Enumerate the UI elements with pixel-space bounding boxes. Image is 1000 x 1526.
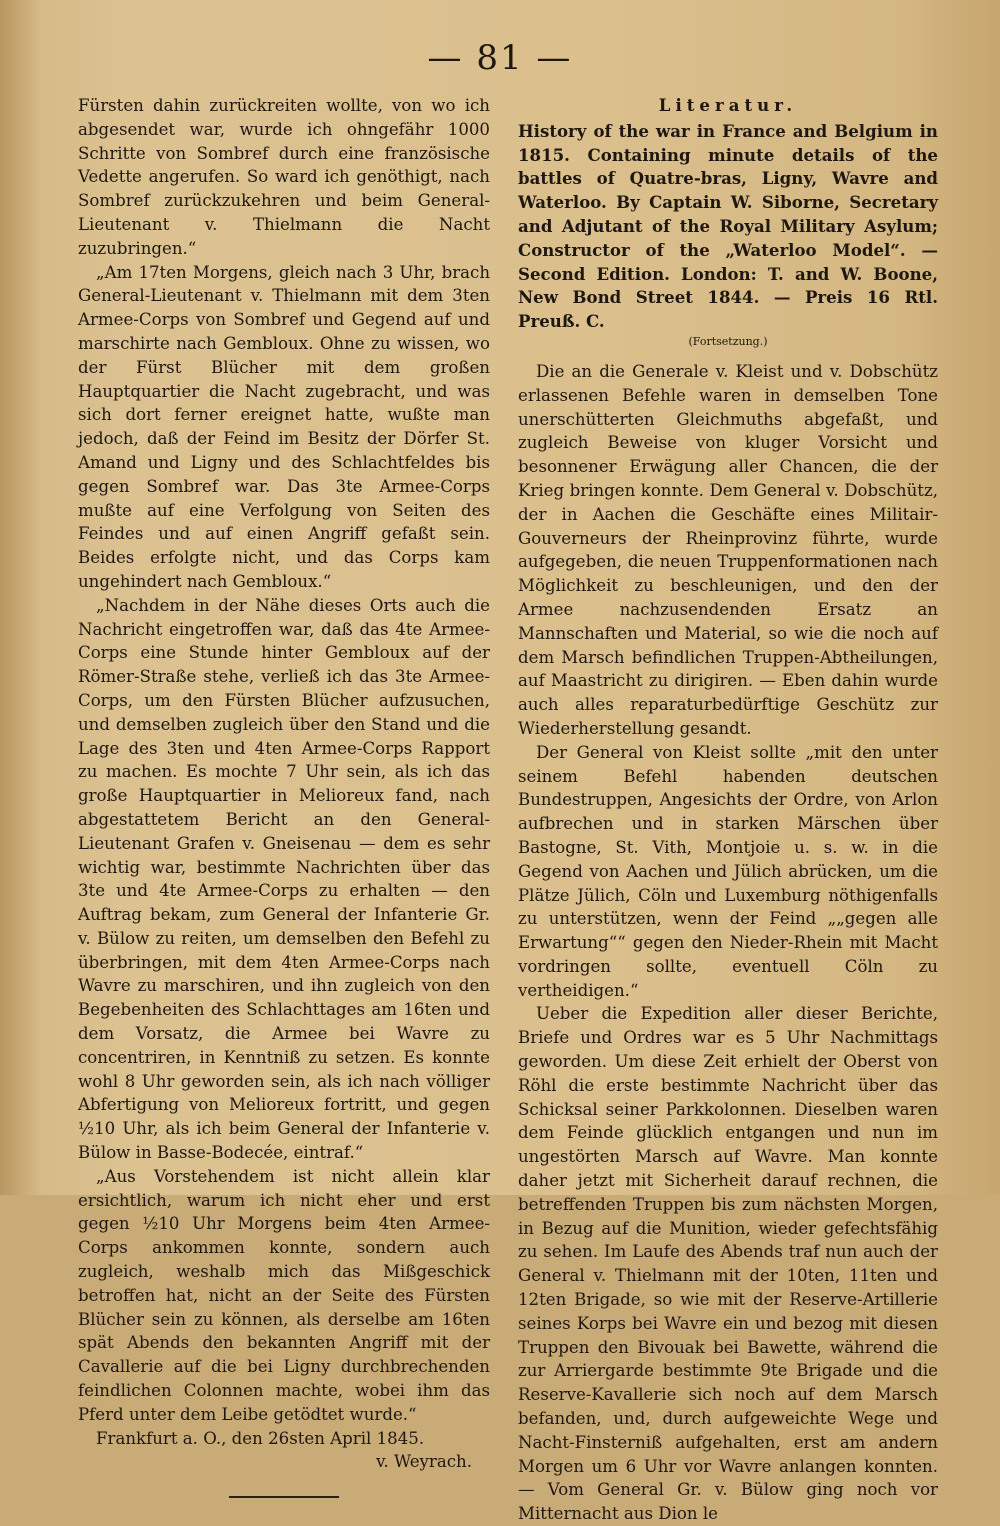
paragraph: Fürsten dahin zurückreiten wollte, von wo ich abgesendet war, wurde ich ohngefähr 1000 Schritte von Sombref durch eine französische Vedette angerufen. So ward ich genöthigt, nach Sombref zurückzukehren und beim General-Lieutenant v. Thielmann die Nacht zuzubringen.“ — [78, 96, 490, 258]
divider-rule — [229, 1496, 339, 1498]
paragraph: Die an die Generale v. Kleist und v. Dobschütz erlassenen Befehle waren in demselben Tone unerschütterten Gleichmuths abgefaßt, und zugleich Beweise von kluger Vorsicht und besonnener Erwägung aller Chancen, die der Krieg bringen konnte. Dem General v. Dobschütz, der in Aachen die Geschäfte eines Militair-Gouverneurs der Rheinprovinz führte, wurde aufgegeben, die neuen Truppenformationen nach Möglichkeit zu beschleunigen, und den der Armee nachzusendenden Ersatz an Mannschaften und Material, so wie die noch auf dem Marsch befindlichen Truppen-Abtheilungen, auf Maastricht zu dirigiren. — Eben dahin wurde auch alles reparaturbedürftige Geschütz zur Wiederherstellung gesandt. — [518, 361, 938, 738]
paragraph: „Aus Vorstehendem ist nicht allein klar ersichtlich, warum ich nicht eher und erst gegen ½10 Uhr Morgens beim 4ten Armee-Corps ankommen konnte, sondern auch zugleich, weshalb mich das Mißgeschick betroffen hat, nicht an der Seite des Fürsten Blücher sein zu können, als derselbe am 16ten spät Abends den bekannten Angriff mit der Cavallerie auf die bei Ligny durchbrechenden feindlichen Colonnen machte, wobei ihm das Pferd unter dem Leibe getödtet wurde.“ — [78, 1166, 490, 1424]
paragraph: Der General von Kleist sollte „mit den unter seinem Befehl habenden deutschen Bundestruppen, Angesichts der Ordre, von Arlon aufbrechen und in starken Märschen über Bastogne, St. Vith, Montjoie u. s. w. in die Gegend von Aachen und Jülich abrücken, um die Plätze Jülich, Cöln und Luxemburg nöthigenfalls zu unterstützen, wenn der Feind „„gegen alle Erwartung““ gegen den Nieder-Rhein mit Macht vordringen sollte, eventuell Cöln zu vertheidigen.“ — [518, 742, 938, 1000]
left-column — [78, 94, 490, 1498]
paragraph: „Nachdem in der Nähe dieses Orts auch die Nachricht eingetroffen war, daß das 4te Armee-Corps eine Stunde hinter Gembloux auf der Römer-Straße stehe, verließ ich das 3te Armee-Corps, um den Fürsten Blücher aufzusuchen, und demselben zugleich über den Stand und die Lage des 3ten und 4ten Armee-Corps Rapport zu machen. Es mochte 7 Uhr sein, als ich das große Hauptquartier in Melioreux fand, nach abgestattetem Bericht an den General-Lieutenant Grafen v. Gneisenau — dem es sehr wichtig war, bestimmte Nachrichten über das 3te und 4te Armee-Corps zu erhalten — den Auftrag bekam, zum General der Infanterie Gr. v. Bülow zu reiten, um demselben den Befehl zu überbringen, mit dem 4ten Armee-Corps nach Wavre zu marschiren, und ihn zugleich von den Begebenheiten des Schlachttages am 16ten und dem Vorsatz, die Armee bei Wavre zu concentriren, in Kenntniß zu setzen. Es konnte wohl 8 Uhr geworden sein, als ich nach völliger Abfertigung von Melioreux fortritt, und gegen ½10 Uhr, als ich beim General der Infanterie v. Bülow in Basse-Bodecée, eintraf.“ — [78, 595, 490, 1163]
page-number: — 81 — — [427, 38, 573, 78]
book-citation: History of the war in France and Belgium in 1815. Containing minute details of the battles of Quatre-bras, Ligny, Wavre and Waterloo. By Captain W. Siborne, Secretary and Adjutant of the Royal Military Asylum; Constructor of the „Waterloo Model“. — Second Edition. London: T. and W. Boone, New Bond Street 1844. — Preis 16 Rtl. Preuß. C. — [518, 120, 938, 332]
paragraph: „Am 17ten Morgens, gleich nach 3 Uhr, brach General-Lieutenant v. Thielmann mit dem 3ten Armee-Corps von Sombref und Gegend auf und marschirte nach Gembloux. Ohne zu wissen, wo der Fürst Blücher mit dem großen Hauptquartier die Nacht zugebracht, und was sich dort ferner ereignet hatte, wußte man jedoch, daß der Feind im Besitz der Dörfer St. Amand und Ligny und des Schlachtfeldes bis gegen Sombref war. Das 3te Armee-Corps mußte auf eine Verfolgung von Seiten des Feindes und auf einen Angriff gefaßt sein. Beides erfolgte nicht, und das Corps kam ungehindert nach Gembloux.“ — [78, 262, 490, 591]
right-column — [518, 94, 938, 1526]
continued-note: (Fortsetzung.) — [688, 334, 768, 348]
dateline: Frankfurt a. O., den 26sten April 1845. — [96, 1428, 425, 1448]
paragraph: Ueber die Expedition aller dieser Berichte, Briefe und Ordres war es 5 Uhr Nachmittags geworden. Um diese Zeit erhielt der Oberst von Röhl die erste bestimmte Nachricht über das Schicksal seiner Parkkolonnen. Dieselben waren dem Feinde glücklich entgangen und nun im ungestörten Marsch auf Wavre. Man konnte daher jetzt mit Sicherheit darauf rechnen, die betreffenden Truppen bis zum nächsten Morgen, in Bezug auf die Munition, wieder gefechtsfähig zu sehen. Im Laufe des Abends traf nun auch der General v. Thielmann mit der 10ten, 11ten und 12ten Brigade, so wie mit der Reserve-Artillerie seines Korps bei Wavre ein und bezog mit diesen Truppen den Bivouak bei Bawette, während die zur Arriergarde bestimmte 9te Brigade und die Reserve-Kavallerie sich noch auf dem Marsch befanden, und, durch aufgeweichte Wege und Nacht-Finsterniß aufgehalten, erst am andern Morgen um 6 Uhr vor Wavre anlangen konnten. — Vom General Gr. v. Bülow ging noch vor Mitternacht aus Dion le — [518, 1004, 938, 1524]
signature: v. Weyrach. — [376, 1452, 472, 1472]
section-heading: Literatur. — [658, 95, 798, 115]
